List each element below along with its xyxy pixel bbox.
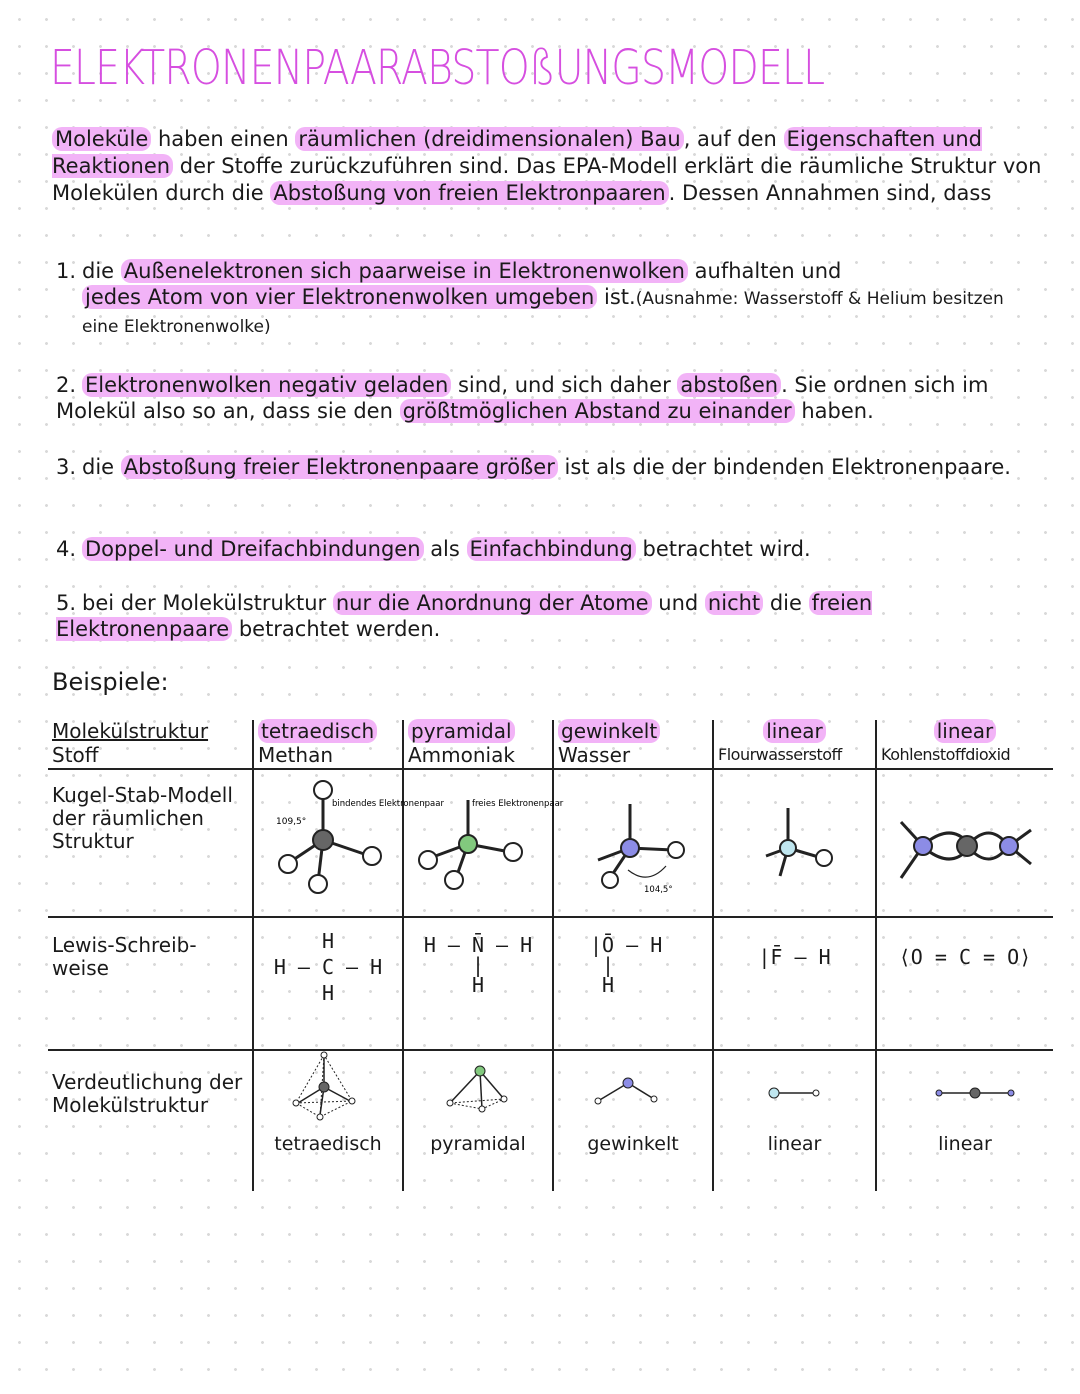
list-item	[56, 454, 1016, 480]
ammonia-ball-model	[408, 770, 564, 898]
row-label-visualisation: Verdeutlichung der Molekülstruktur	[52, 1070, 243, 1117]
co2-ball-model	[881, 770, 1049, 898]
water-ball-model	[558, 770, 708, 898]
intro-text: . Dessen Annahmen sind, dass	[668, 181, 992, 205]
list-text: die	[763, 591, 809, 615]
list-text: betrachtet werden.	[232, 617, 441, 641]
intro-text: räumlichen (dreidimensionalen) Bau	[295, 127, 683, 151]
lewis-line: H	[471, 973, 485, 997]
substance-name: Wasser	[553, 742, 713, 769]
list-text: aufhalten und	[687, 259, 842, 283]
page-title: ELEKTRONENPAARABSTOßUNGSMODELL	[50, 40, 825, 96]
tetrahedral-diagram	[258, 1051, 398, 1127]
substance-name: Ammoniak	[403, 742, 553, 769]
angular-diagram	[558, 1051, 708, 1127]
intro-text: , auf den	[683, 127, 784, 151]
table-row	[48, 769, 1053, 917]
list-text: und	[651, 591, 705, 615]
lewis-line: |Ō – H	[590, 933, 663, 957]
list-number: 2.	[56, 373, 77, 397]
list-text: die	[82, 455, 121, 479]
list-text: nur die Anordnung der Atome	[333, 591, 652, 615]
table-row	[48, 720, 1053, 742]
substance-name: Flourwasserstoff	[713, 742, 876, 769]
list-number: 1.	[56, 259, 77, 283]
bonding-pair-note: bindendes Elektronenpaar	[332, 799, 444, 809]
bond-angle: 104,5°	[644, 885, 673, 895]
lewis-line: H	[321, 981, 335, 1005]
row-label-text: Lewis-Schreib-weise	[52, 933, 197, 980]
structure-label: gewinkelt	[558, 719, 660, 743]
intro-text: haben einen	[151, 127, 296, 151]
list-text: abstoßen	[677, 373, 781, 397]
list-number: 4.	[56, 537, 77, 561]
hf-lewis: |F̄ – H	[713, 917, 876, 1050]
list-text: sind, und sich daher	[451, 373, 678, 397]
shape-caption: gewinkelt	[587, 1133, 679, 1155]
list-text: nicht	[705, 591, 763, 615]
linear-diagram-co2	[881, 1051, 1049, 1127]
list-text: ist.	[597, 285, 636, 309]
list-text: ist als die der bindenden Elektronenpaare.	[557, 455, 1011, 479]
list-text: Einfachbindung	[467, 537, 636, 561]
shape-caption: tetraedisch	[274, 1133, 382, 1155]
lewis-line: H	[321, 929, 335, 953]
header-label-structure: Molekülstruktur	[52, 719, 209, 743]
list-text: freien Elektronenpaare	[56, 591, 873, 641]
substance-name: Kohlenstoffdioxid	[876, 742, 1053, 769]
list-item	[56, 536, 1016, 562]
structure-label: pyramidal	[408, 719, 515, 743]
intro-text: Abstoßung von freien Elektronpaaren	[270, 181, 668, 205]
lewis-line: H – N̄ – H	[423, 933, 533, 957]
structure-label: tetraedisch	[258, 719, 377, 743]
list-text: Doppel- und Dreifachbindungen	[82, 537, 424, 561]
methane-ball-model	[258, 770, 444, 898]
lone-pair-note: freies Elektronenpaar	[472, 799, 564, 809]
intro-paragraph	[52, 126, 1042, 207]
list-text: (Ausnahme: Wasserstoff & Helium besitzen eine Elektronenwolke)	[82, 289, 1004, 337]
row-label-lewis	[48, 917, 253, 1050]
ammonia-lewis: H – N̄ – H | H	[403, 917, 553, 1050]
water-lewis: |Ō – H | H	[553, 917, 713, 1050]
intro-text: Eigenschaften und Reaktionen	[52, 127, 982, 178]
examples-table	[48, 720, 1053, 1191]
list-text: betrachtet wird.	[635, 537, 811, 561]
co2-lewis: ⟨O = C = O⟩	[876, 917, 1053, 1050]
list-text: jedes Atom von vier Elektronenwolken umgeben	[82, 285, 597, 309]
list-text: Abstoßung freier Elektronenpaare größer	[121, 455, 558, 479]
list-text: größtmöglichen Abstand zu einander	[400, 399, 795, 423]
substance-name: Methan	[253, 742, 403, 769]
shape-caption: pyramidal	[430, 1133, 526, 1155]
hf-ball-model	[718, 770, 868, 898]
list-text: die	[82, 259, 121, 283]
list-number: 5.	[56, 591, 77, 615]
list-number: 3.	[56, 455, 77, 479]
lewis-line: H – C – H	[273, 955, 383, 979]
table-row	[48, 1050, 1053, 1191]
examples-heading: Beispiele:	[52, 668, 169, 696]
lewis-line: H	[602, 973, 615, 997]
structure-label: linear	[763, 719, 826, 743]
methane-lewis	[253, 917, 403, 1050]
shape-caption: linear	[938, 1133, 992, 1155]
header-label-substance: Stoff	[48, 742, 253, 769]
list-text: . Sie ordnen sich im Molekül also so an, dass sie den	[56, 373, 989, 423]
list-text: Elektronenwolken negativ geladen	[82, 373, 451, 397]
shape-caption: linear	[767, 1133, 822, 1155]
list-text: Außenelektronen sich paarweise in Elektronenwolken	[121, 259, 688, 283]
list-item	[56, 590, 1016, 642]
structure-label: linear	[934, 719, 997, 743]
list-text: bei der Molekülstruktur	[82, 591, 333, 615]
list-text: als	[423, 537, 467, 561]
bond-angle: 109,5°	[276, 817, 307, 827]
intro-text: der Stoffe zurückzuführen sind. Das EPA-Modell erklärt die räumliche Struktur von Molekülen durch die	[52, 154, 1042, 205]
pyramidal-diagram	[408, 1051, 548, 1127]
intro-text: Moleküle	[52, 127, 151, 151]
table-row	[48, 742, 1053, 769]
row-label-ball-model: Kugel-Stab-Modell der räumlichen Struktur	[48, 769, 253, 917]
list-text: haben.	[794, 399, 874, 423]
linear-diagram-hf	[718, 1051, 868, 1127]
list-item	[56, 258, 1016, 340]
list-item	[56, 372, 1016, 424]
table-row	[48, 917, 1053, 1050]
